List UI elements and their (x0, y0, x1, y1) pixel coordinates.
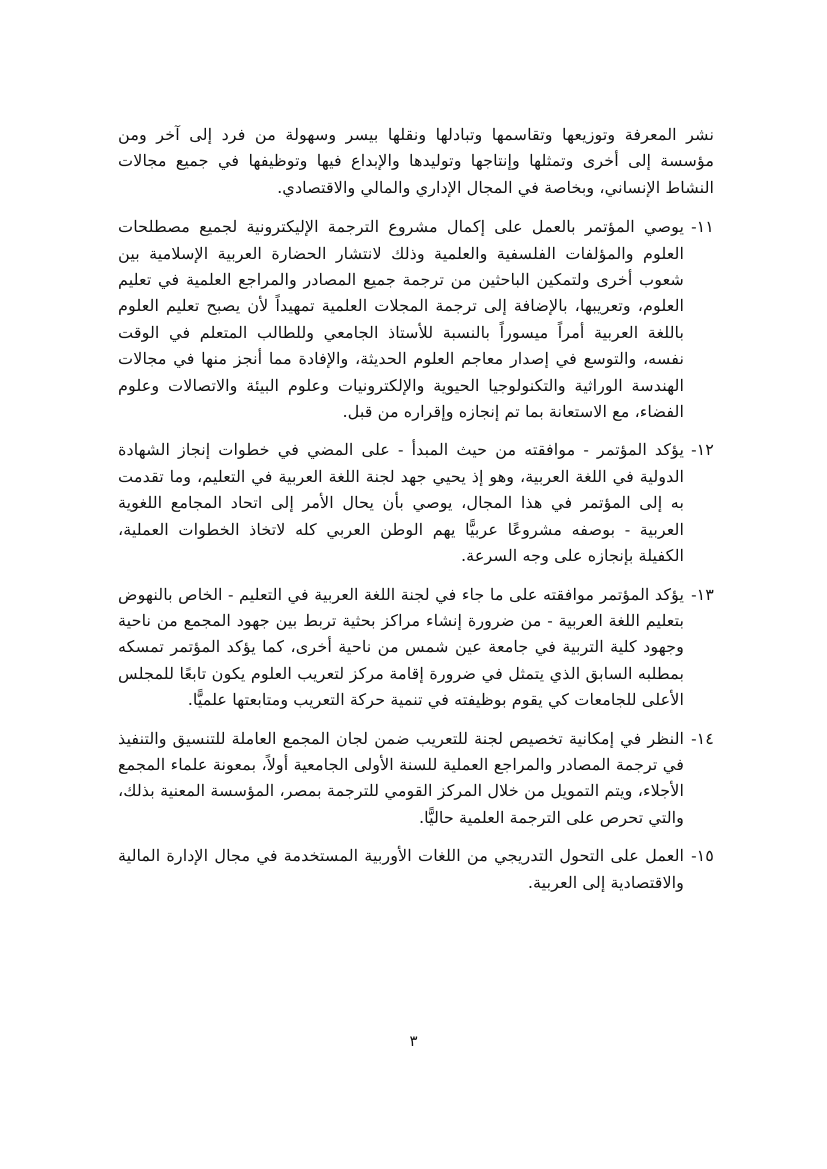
item-number: ١٤- (691, 728, 714, 748)
item-text: العمل على التحول التدريجي من اللغات الأوربية المستخدمة في مجال الإدارة المالية والاقتصادية إلى العربية. (118, 846, 684, 892)
item-number: ١٣- (691, 584, 714, 604)
item-text: النظر في إمكانية تخصيص لجنة للتعريب ضمن لجان المجمع العاملة للتنسيق والتنفيذ في ترجمة المصادر والمراجع العملية للسنة الأولى الجامعية أولاً، بمعونة علماء المجمع الأجلاء، ويتم التمويل من خلال المركز القومي للترجمة بمصر، المؤسسة المعنية بذلك، والتي تحرص على الترجمة العلمية حاليًّا. (118, 728, 684, 827)
item-number: ١١- (691, 217, 714, 237)
list-item-11 (118, 214, 714, 425)
item-number: ١٥- (691, 846, 714, 866)
item-text: يؤكد المؤتمر موافقته على ما جاء في لجنة اللغة العربية في التعليم - الخاص بالنهوض بتعليم اللغة العربية - من ضرورة إنشاء مراكز بحثية تربط بين جهود المجمع من ناحية وجهود كلية التربية في جامعة عين شمس من ناحية أخرى، كما يؤكد المؤتمر تمسكه بمطلبه السابق الذي يتمثل في ضرورة إقامة مركز لتعريب العلوم يكون تابعًا للمجلس الأعلى للجامعات كي يقوم بوظيفته في تنمية حركة التعريب ومتابعتها علميًّا. (118, 584, 684, 710)
document-page (118, 122, 714, 908)
list-item-12 (118, 437, 714, 569)
item-text: يؤكد المؤتمر - موافقته من حيث المبدأ - على المضي في خطوات إنجاز الشهادة الدولية في اللغة العربية، وهو إذ يحيي جهد لجنة اللغة العربية في التعليم، وما تقدمت به إلى المؤتمر في هذا المجال، يوصي بأن يحال الأمر إلى اتحاد المجامع اللغوية العربية - بوصفه مشروعًا عربيًّا يهم الوطن العربي كله لاتخاذ الخطوات العملية، الكفيلة بإنجازه على وجه السرعة. (118, 440, 684, 566)
page-number: ٣ (409, 1032, 418, 1050)
item-number: ١٢- (691, 440, 714, 460)
item-text: يوصي المؤتمر بالعمل على إكمال مشروع الترجمة الإليكترونية لجميع مصطلحات العلوم والمؤلفات الفلسفية والعلمية وذلك لانتشار الحضارة العربية الإسلامية بين شعوب أخرى ولتمكين الباحثين من ترجمة جميع المصادر والمراجع العلمية في تعليم العلوم، وتعريبها، بالإضافة إلى ترجمة المجلات العلمية تمهيداً لأن يصبح تعليم العلوم باللغة العربية أمراً ميسوراً بالنسبة للأستاذ الجامعي وللطالب المتعلم في الوقت نفسه، والتوسع في إصدار معاجم العلوم الحديثة، والإفادة مما أنجز منها في مجالات الهندسة الوراثية والتكنولوجيا الحيوية والإلكترونيات وعلوم البيئة والاتصالات وعلوم الفضاء، مع الاستعانة بما تم إنجازه وإقراره من قبل. (118, 217, 684, 422)
list-item-13 (118, 582, 714, 714)
list-item-15 (118, 843, 714, 896)
intro-paragraph: نشر المعرفة وتوزيعها وتقاسمها وتبادلها ونقلها بيسر وسهولة من فرد إلى آخر ومن مؤسسة إلى أخرى وتمثلها وإنتاجها وتوليدها والإبداع فيها وتوظيفها في جميع مجالات النشاط الإنساني، وبخاصة في المجال الإداري والمالي والاقتصادي. (118, 125, 714, 197)
list-item-14 (118, 726, 714, 832)
